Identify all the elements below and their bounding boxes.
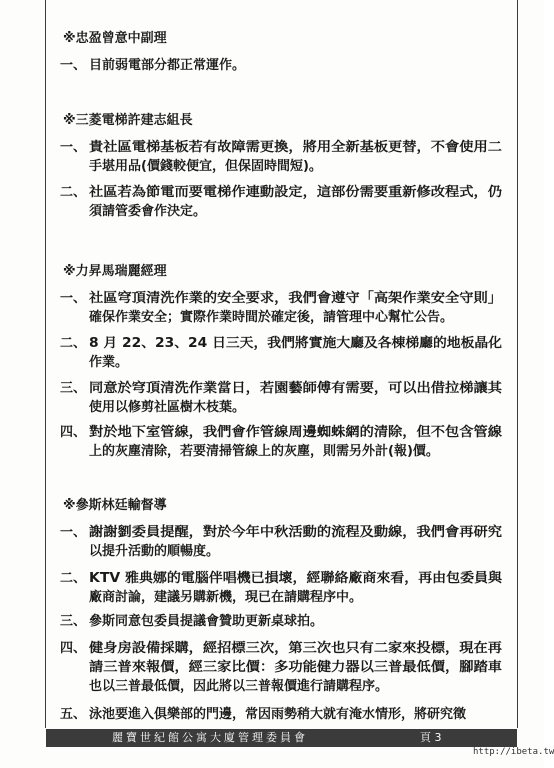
item-line — [89, 58, 245, 74]
item-number-text: 一、 — [60, 525, 87, 540]
watermark-url: http://ibeta.tw — [473, 747, 554, 757]
item-line-text: 也以三普最低價，因此將以三普報價進行請購程序。 — [89, 679, 389, 694]
section-heading — [63, 264, 167, 280]
section-heading — [63, 31, 167, 47]
footer-title: 麗寶世紀館公寓大廈管理委員會 — [112, 731, 308, 744]
item-line — [89, 425, 502, 441]
item-number — [60, 641, 86, 657]
item-line — [89, 679, 388, 695]
item-line — [89, 400, 245, 416]
item-number-text: 五、 — [60, 707, 87, 722]
item-line-text: 謝謝劉委員提醒，對於今年中秋活動的流程及動線，我們會再研究 — [89, 525, 502, 540]
item-line-text: 手堪用品(價錢較便宜，但保固時間短)。 — [89, 159, 322, 174]
item-line — [89, 291, 502, 307]
item-number-text: 二、 — [60, 185, 87, 200]
item-number — [60, 291, 86, 307]
item-number — [60, 425, 86, 441]
item-line — [89, 660, 502, 676]
item-number-text: 二、 — [60, 571, 87, 586]
item-line — [89, 310, 453, 326]
item-line-text: 對於地下室管線，我們會作管線周邊蜘蛛網的清除，但不包含管線 — [89, 425, 502, 440]
item-line — [89, 355, 128, 371]
item-line-text: KTV 雅典娜的電腦伴唱機已損壞，經聯絡廠商來看，再由包委員與 — [89, 571, 502, 586]
item-line-text: 8 月 22、23、24 日三天，我們將實施大廳及各棟梯廳的地板晶化 — [89, 336, 502, 351]
item-line — [89, 204, 206, 220]
item-number — [60, 185, 86, 201]
item-line — [89, 525, 502, 541]
item-number-text: 四、 — [60, 425, 87, 440]
item-line — [89, 185, 502, 201]
page-number: 頁 3 — [420, 731, 442, 744]
section-heading-text: ※力昇馬瑞麗經理 — [63, 264, 167, 279]
right-border — [517, 0, 518, 728]
item-line-text: 健身房設備採購，經招標三次，第三次也只有二家來投標，現在再 — [89, 641, 502, 656]
item-number — [60, 707, 86, 723]
item-line-text: 確保作業安全；實際作業時間於確定後，請管理中心幫忙公告。 — [89, 310, 454, 325]
item-line-text: 須請管委會作決定。 — [89, 204, 207, 219]
footer-bar — [46, 729, 517, 747]
item-number-text: 四、 — [60, 641, 87, 656]
item-line-text: 以提升活動的順暢度。 — [89, 544, 220, 559]
item-line — [89, 159, 322, 175]
item-line-text: 貴社區電梯基板若有故障需更換，將用全新基板更替，不會使用二 — [89, 140, 502, 155]
item-line-text: 泳池要進入俱樂部的門邊，常因雨勢稍大就有淹水情形，將研究徵 — [89, 707, 467, 722]
item-line-text: 上的灰塵清除，若要清掃管線上的灰塵，則需另外計(報)價。 — [89, 444, 439, 459]
section-heading — [63, 113, 193, 129]
item-line — [89, 707, 466, 723]
item-line — [89, 336, 502, 352]
item-line — [89, 444, 439, 460]
item-line-text: 廠商討論，建議另購新機，現已在請購程序中。 — [89, 590, 363, 605]
item-number — [60, 525, 86, 541]
item-line — [89, 590, 362, 606]
item-number-text: 二、 — [60, 336, 87, 351]
section-heading-text: ※忠盈曾意中副理 — [63, 31, 167, 46]
item-line — [89, 614, 323, 630]
item-number-text: 一、 — [60, 291, 87, 306]
item-number — [60, 58, 86, 74]
item-line-text: 社區若為節電而要電梯作連動設定，這部份需要重新修改程式，仍 — [89, 185, 502, 200]
item-number — [60, 571, 86, 587]
item-number — [60, 614, 86, 630]
item-line-text: 作業。 — [89, 355, 129, 370]
item-line — [89, 544, 219, 560]
item-line-text: 同意於穹頂清洗作業當日，若園藝師傅有需要，可以出借拉梯讓其 — [89, 381, 502, 396]
item-number — [60, 381, 86, 397]
item-line-text: 目前弱電部分都正常運作。 — [89, 58, 246, 73]
item-line-text: 請三普來報價，經三家比價：多功能健力器以三普最低價，腳踏車 — [89, 660, 502, 675]
item-number — [60, 336, 86, 352]
item-line-text: 參斯同意包委員提議會贊助更新桌球拍。 — [89, 614, 324, 629]
section-heading-text: ※參斯林廷輸督導 — [63, 498, 167, 513]
item-number-text: 三、 — [60, 614, 87, 629]
item-number-text: 一、 — [60, 140, 87, 155]
item-number — [60, 140, 86, 156]
left-border — [45, 0, 46, 728]
section-heading-text: ※三菱電梯許建志組長 — [63, 113, 193, 128]
item-line — [89, 381, 502, 397]
item-number-text: 三、 — [60, 381, 87, 396]
item-line-text: 社區穹頂清洗作業的安全要求，我們會遵守「高架作業安全守則」 — [89, 291, 502, 306]
item-line-text: 使用以修剪社區樹木枝葉。 — [89, 400, 246, 415]
section-heading — [63, 498, 167, 514]
item-line — [89, 571, 502, 587]
item-line — [89, 140, 502, 156]
item-number-text: 一、 — [60, 58, 87, 73]
item-line — [89, 641, 502, 657]
